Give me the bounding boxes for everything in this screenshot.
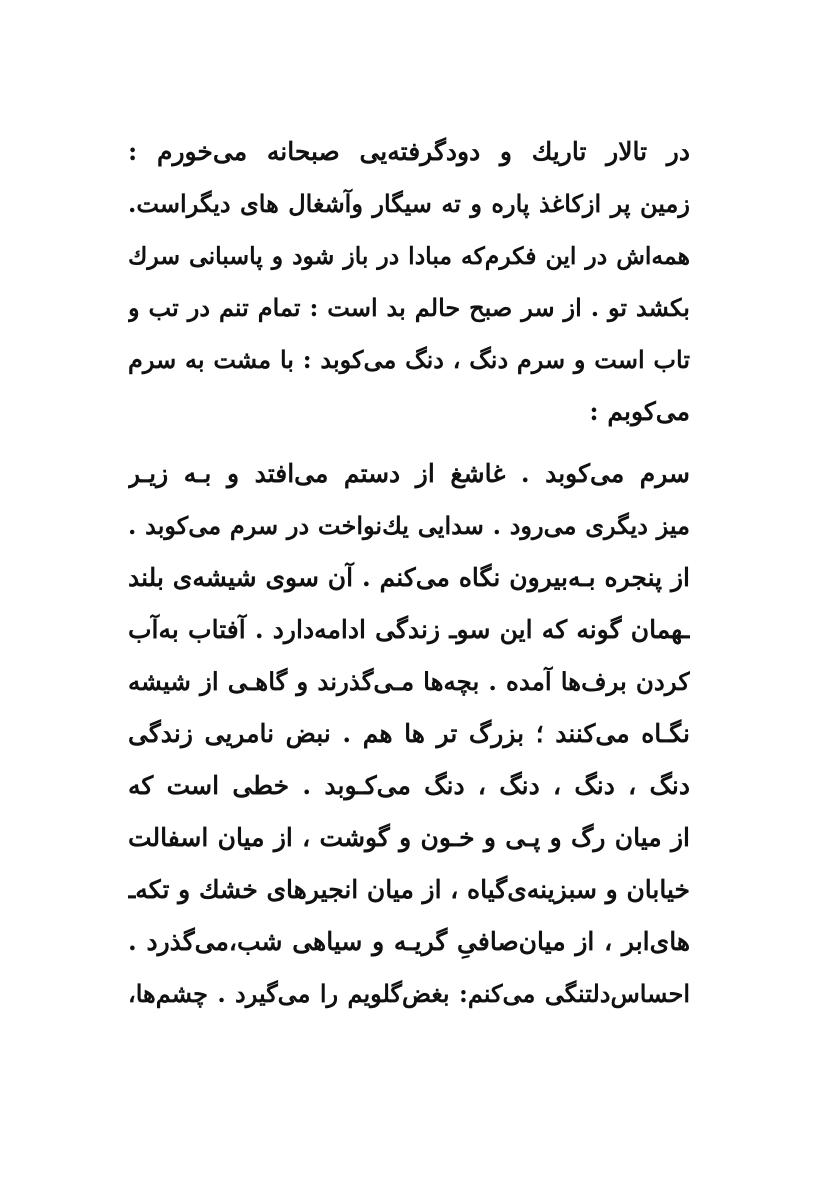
text-line: خیابان و سبزینه‌ی‌گیاه ، از میان انجیرهای خشك و تکه‌ـ	[128, 875, 690, 904]
text-line: میز دیگری می‌رود . سدایی یك‌نواخت در سرم می‌کوبد .	[128, 511, 690, 540]
body-text	[128, 126, 690, 1020]
text-line: بکشد تو . از سر صبح حالم بد است : تمام تنم در تب و	[128, 293, 690, 322]
text-line: می‌کوبم :	[589, 397, 690, 426]
text-line: سرم می‌کوبد . غاشغ از دستم می‌افتد و بـه زیـر	[128, 459, 690, 488]
text-line: های‌ابر ، از میان‌صافی‌ِ گریـه و سیاهی شب،می‌گذرد .	[128, 927, 690, 956]
text-line: در تالار تاریك و دودگرفته‌یی صبحانه می‌خورم :	[128, 137, 690, 166]
text-line: تاب است و سرم دنگ ، دنگ می‌کوبد : با مشت به سرم	[128, 345, 690, 374]
text-line: دنگ ، دنگ ، دنگ ، دنگ می‌کـوبد . خطی است که	[128, 771, 690, 800]
paragraph-2	[128, 448, 690, 1020]
paragraph-gap	[128, 438, 690, 448]
paragraph-1	[128, 126, 690, 438]
text-line: کردن برف‌ها آمده . بچه‌ها مـی‌گذرند و گاهـی از شیشه	[128, 667, 690, 696]
text-line: زمین پر ازکاغذ پاره و ته سیگار وآشغال های دیگراست.	[128, 189, 690, 218]
text-line: از پنجره بـه‌بیرون نگاه می‌کنم . آن سوی شیشه‌ی بلند	[128, 563, 690, 592]
text-line: ـهمان گونه که این سوـ زندگی ادامه‌دارد . آفتاب به‌آب	[128, 615, 690, 644]
text-line: همه‌اش در این فکرم‌که مبادا در باز شود و پاسبانی سرك	[128, 242, 690, 270]
text-line: از میان رگ و پـی و خـون و گوشت ، از میان اسفالت	[128, 823, 690, 852]
text-line: نگـاه می‌کنند ؛ بزرگ تر ها هم . نبض نامریی زندگی	[128, 719, 690, 748]
text-line: احساس‌دلتنگی می‌کنم: بغض‌گلویم را می‌گیرد . چشم‌ها،	[128, 979, 690, 1008]
